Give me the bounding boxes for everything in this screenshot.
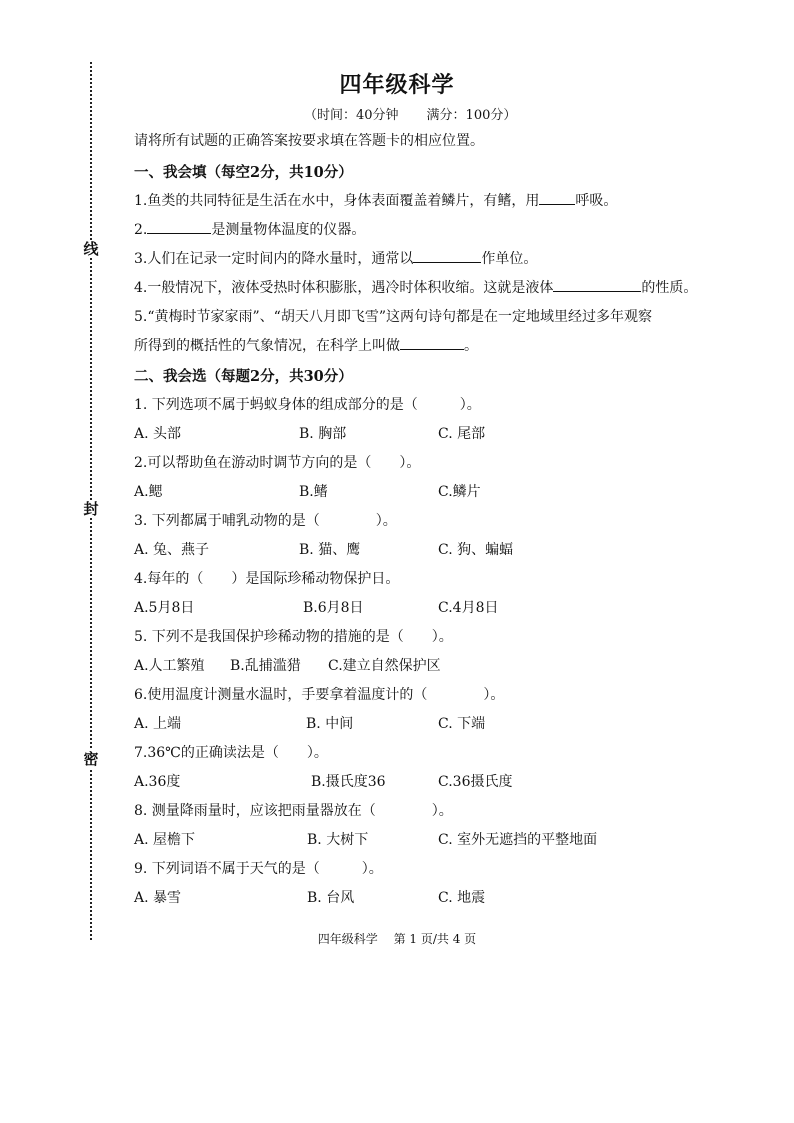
page-title: 四年级科学 [339,72,455,98]
fill-question-1: 1.鱼类的共同特征是生活在水中，身体表面覆盖着鳞片，有鳍，用 呼吸。 [134,193,618,209]
option-b[interactable]: B. 猫、鹰 [299,542,361,558]
answer-blank[interactable] [553,278,641,292]
option-b[interactable]: B. 台风 [307,890,355,906]
option-b[interactable]: B. 大树下 [307,832,369,848]
binding-mark-xian: 线 [83,240,99,258]
option-b[interactable]: B.6月8日 [303,600,364,616]
section1-heading: 一、我会填（每空2分，共10分） [134,164,353,181]
choice-options-9 [134,887,734,907]
exam-meta [304,104,516,123]
option-a[interactable]: A.人工繁殖 [134,658,205,674]
page-footer: 四年级科学 第 1 页/共 4 页 [317,932,477,946]
option-a[interactable]: A. 上端 [134,716,182,732]
choice-question-7: 7.36℃的正确读法是（ ）。 [134,745,328,761]
option-c[interactable]: C. 狗、蝙蝠 [438,542,514,558]
option-c[interactable]: C.建立自然保护区 [328,658,441,674]
choice-options-7 [134,771,734,791]
option-c[interactable]: C. 尾部 [438,426,486,442]
option-b[interactable]: B. 中间 [306,716,354,732]
exam-score: 满分：100分） [426,108,517,123]
answer-blank[interactable] [147,220,211,234]
binding-mark-mi: 密 [83,750,99,768]
option-a[interactable]: A. 头部 [134,426,182,442]
choice-question-9: 9. 下列词语不属于天气的是（ ）。 [134,861,383,877]
section2-heading: 二、我会选（每题2分，共30分） [134,368,353,385]
choice-question-8: 8. 测量降雨量时，应该把雨量器放在（ ）。 [134,803,453,819]
choice-options-2 [134,481,734,501]
choice-question-3: 3. 下列都属于哺乳动物的是（ ）。 [134,513,397,529]
option-a[interactable]: A. 兔、燕子 [134,542,210,558]
option-c[interactable]: C. 下端 [438,716,486,732]
option-a[interactable]: A. 屋檐下 [134,832,196,848]
choice-options-6 [134,713,734,733]
instruction: 请将所有试题的正确答案按要求填在答题卡的相应位置。 [134,133,484,149]
option-c[interactable]: C. 室外无遮挡的平整地面 [438,832,598,848]
binding-mark-feng: 封 [83,500,99,518]
fill-question-5-line2: 所得到的概括性的气象情况，在科学上叫做 。 [134,338,478,354]
option-b[interactable]: B. 胸部 [299,426,347,442]
fill-question-3: 3.人们在记录一定时间内的降水量时，通常以 作单位。 [134,251,538,267]
option-c[interactable]: C.4月8日 [438,600,499,616]
choice-options-1 [134,423,734,443]
choice-options-3 [134,539,734,559]
option-c[interactable]: C. 地震 [438,890,486,906]
choice-options-5 [134,655,734,675]
option-a[interactable]: A.36度 [134,774,181,790]
option-a[interactable]: A.5月8日 [134,600,195,616]
choice-question-4: 4.每年的（ ）是国际珍稀动物保护日。 [134,571,400,587]
answer-blank[interactable] [413,249,481,263]
choice-options-4 [134,597,734,617]
option-c[interactable]: C.鳞片 [438,484,481,500]
choice-options-8 [134,829,734,849]
option-c[interactable]: C.36摄氏度 [438,774,513,790]
option-b[interactable]: B.摄氏度36 [311,774,386,790]
option-b[interactable]: B.乱捕滥猎 [230,658,301,674]
exam-time: （时间：40分钟 [304,108,399,123]
fill-question-5-line1: 5.“黄梅时节家家雨”、“胡天八月即飞雪”这两句诗句都是在一定地域里经过多年观察 [134,309,652,325]
choice-question-5: 5. 下列不是我国保护珍稀动物的措施的是（ ）。 [134,629,453,645]
option-b[interactable]: B.鳍 [299,484,328,500]
choice-question-2: 2.可以帮助鱼在游动时调节方向的是（ ）。 [134,455,421,471]
choice-question-6: 6.使用温度计测量水温时，手要拿着温度计的（ ）。 [134,687,505,703]
fill-question-2: 2. 是测量物体温度的仪器。 [134,222,366,238]
choice-question-1: 1. 下列选项不属于蚂蚁身体的组成部分的是（ ）。 [134,397,481,413]
option-a[interactable]: A.鳃 [134,484,163,500]
option-a[interactable]: A. 暴雪 [134,890,182,906]
answer-blank[interactable] [539,191,575,205]
answer-blank[interactable] [400,336,464,350]
fill-question-4: 4.一般情况下，液体受热时体积膨胀，遇冷时体积收缩。这就是液体 的性质。 [134,280,698,296]
